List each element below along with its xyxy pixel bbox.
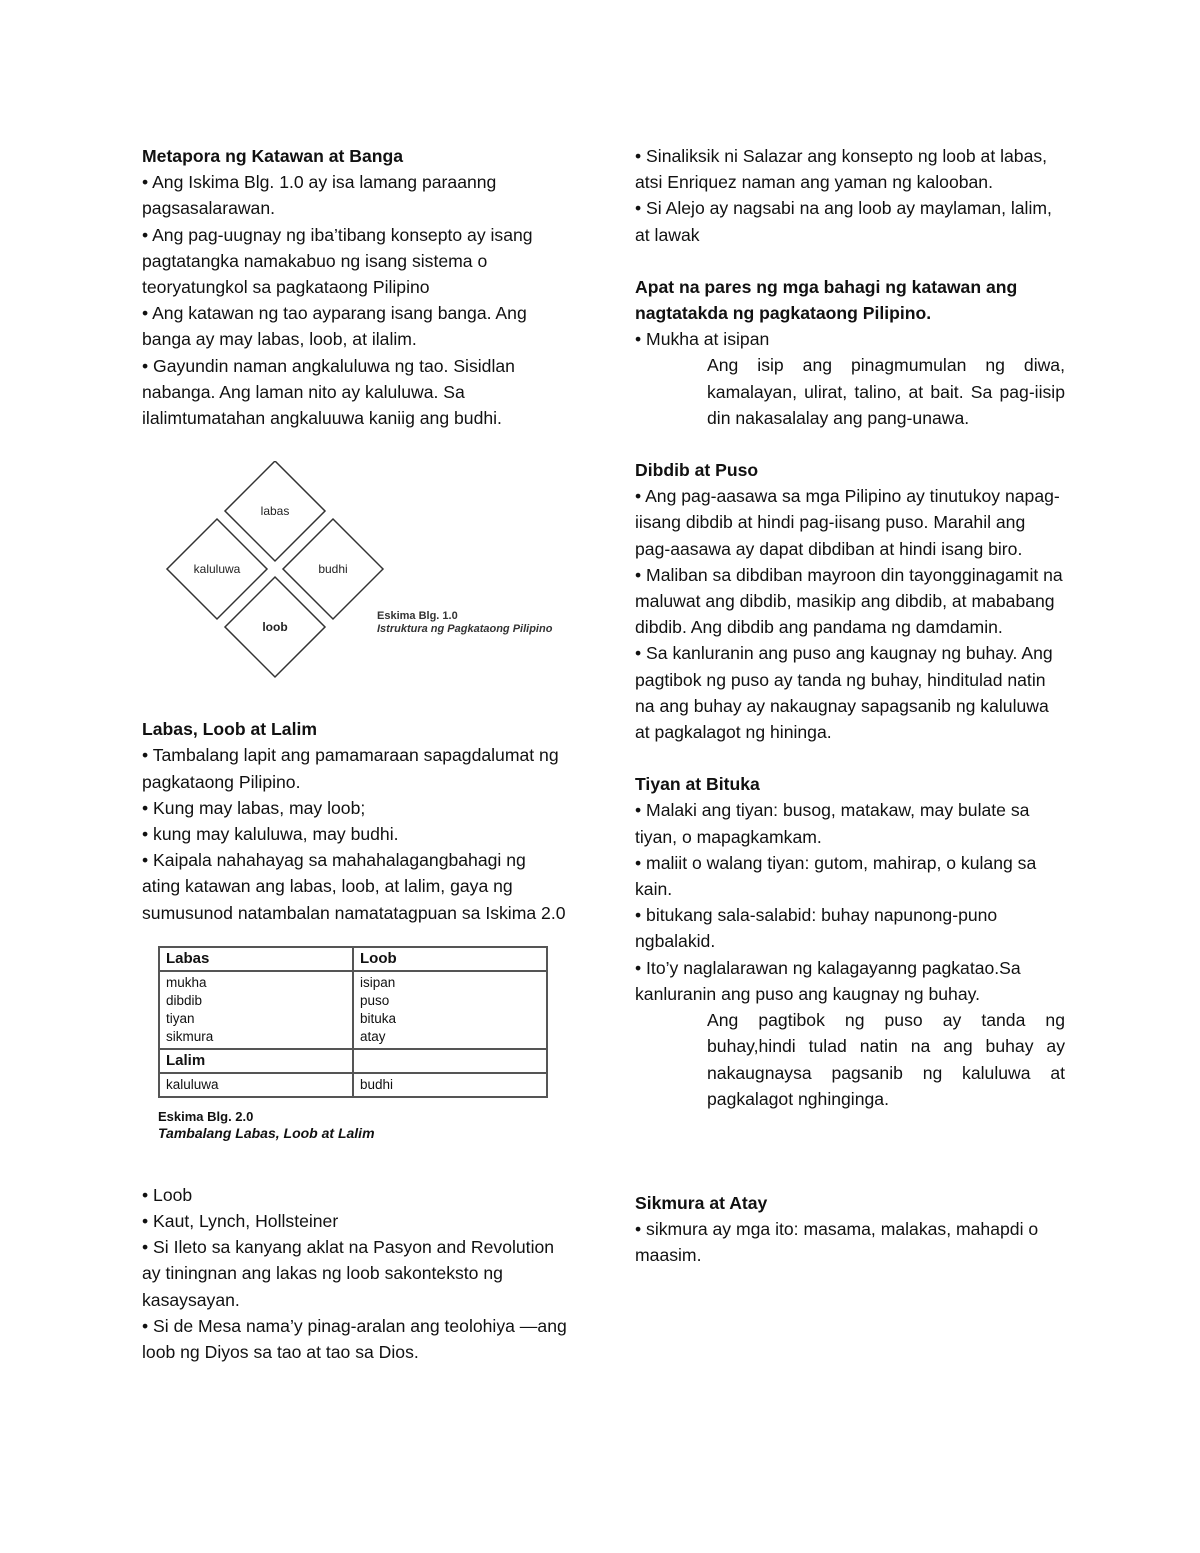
table-cell: bituka [360,1010,397,1026]
table-cell: mukha [166,974,207,990]
list-item: • Kung may labas, may loob; [142,797,366,818]
table-eskima-2 [158,946,567,1142]
list-item: • Maliban sa dibdiban mayroon din tayongginagamit na maluwat ang dibdib, masikip ang dibdib, at mababang dibdib. Ang dibdib ang pandama ng damdamin. [635,564,1063,638]
right-column [635,143,1065,1269]
section-title-dibdib: Dibdib at Puso [635,460,759,481]
diagram-caption-2: Istruktura ng Pagkataong Pilipino [377,623,553,636]
table-cell: budhi [353,1073,547,1097]
list-item: • Kaut, Lynch, Hollsteiner [142,1211,339,1232]
section-title-apat: Apat na pares ng mga bahagi ng katawan ang nagtatakda ng pagkataong Pilipino. [635,276,1018,324]
section-title-tiyan: Tiyan at Bituka [635,774,760,795]
list-item: • Ang katawan ng tao ayparang isang banga. Ang banga ay may labas, loob, at ilalim. [142,303,527,350]
indented-paragraph: Ang pagtibok ng puso ay tanda ng buhay,hindi tulad natin na ang buhay ay nakaugnaysa pagsanib ng kaluluwa at pagkalagot nghinginga. [707,1010,1065,1109]
section-title-labas-loob: Labas, Loob at Lalim [142,719,317,740]
table-cell: dibdib [166,992,203,1008]
labas-loob-table [158,946,548,1098]
table-cell-labas-items [159,971,353,1049]
list-item: • Ang pag-aasawa sa mga Pilipino ay tinutukoy napag-iisang dibdib at hindi pag-iisang puso. Marahil ang pag-aasawa ay dapat dibdiban at hindi isang biro. [635,486,1060,559]
table-cell: puso [360,992,390,1008]
list-item: • Mukha at isipan [635,329,770,350]
list-item: • maliit o walang tiyan: gutom, mahirap, o kulang sa kain. [635,852,1037,900]
list-item: • Gayundin naman angkaluluwa ng tao. Sisidlan nabanga. Ang laman nito ay kaluluwa. Sa ilalimtumatahan angkaluuwa kaniig ang budhi. [142,355,515,429]
table-header-lalim: Lalim [159,1049,353,1073]
table-header-loob: Loob [353,947,547,971]
list-item: • sikmura ay mga ito: masama, malakas, mahapdi o maasim. [635,1219,1039,1266]
list-item: • Si Ileto sa kanyang aklat na Pasyon and Revolution ay tiningnan ang lakas ng loob sakonteksto ng kasaysayan. [142,1237,555,1310]
list-item: • Si de Mesa nama’y pinag-aralan ang teolohiya —ang loob ng Diyos sa tao at tao sa Dios. [142,1315,567,1363]
list-item: • Malaki ang tiyan: busog, matakaw, may bulate sa tiyan, o mapagkamkam. [635,800,1030,847]
table-cell: tiyan [166,1010,195,1026]
list-item: • kung may kaluluwa, may budhi. [142,824,399,845]
diagram-caption-1: Eskima Blg. 1.0 [377,610,458,623]
indented-paragraph: Ang isip ang pinagmumulan ng diwa, kamalayan, ulirat, talino, at bait. Sa pag-iisip din nakasalalay ang pang-unawa. [707,355,1065,428]
table-cell: sikmura [166,1028,214,1044]
diagram-label-budhi: budhi [318,562,348,577]
list-item: • Kaipala nahahayag sa mahahalagangbahagi ng ating katawan ang labas, loob, at lalim, gaya ng sumusunod natambalan namatatagpuan sa Iskima 2.0 [142,850,566,923]
table-header-labas: Labas [159,947,353,971]
list-item: • Sa kanluranin ang puso ang kaugnay ng buhay. Ang pagtibok ng puso ay tanda ng buhay, hinditulad natin na ang buhay ay nakaugnay sapagsanib ng kaluluwa at pagkalagot ng hininga. [635,643,1053,743]
diamond-diagram [142,461,572,721]
diagram-label-kaluluwa: kaluluwa [193,562,241,577]
left-column [142,143,567,1365]
list-item: • Loob [142,1184,193,1205]
diagram-label-loob: loob [262,620,288,635]
list-item: • Ang pag-uugnay ng iba’tibang konsepto ay isang pagtatangka namakabuo ng isang sistema o teoryatungkol sa pagkataong Pilipino [142,224,533,298]
table-cell: isipan [360,974,396,990]
diagram-label-labas: labas [260,504,290,519]
table-caption-2: Tambalang Labas, Loob at Lalim [158,1124,375,1141]
table-cell: kaluluwa [159,1073,353,1097]
list-item: • Si Alejo ay nagsabi na ang loob ay maylaman, lalim, at lawak [635,198,1052,245]
table-cell: atay [360,1028,386,1044]
list-item: • Ang Iskima Blg. 1.0 ay isa lamang paraanng pagsasalarawan. [142,172,497,219]
list-item: • Tambalang lapit ang pamamaraan sapagdalumat ng pagkataong Pilipino. [142,745,559,792]
section-title-metapora: Metapora ng Katawan at Banga [142,146,404,166]
table-caption-1: Eskima Blg. 2.0 [158,1108,254,1124]
list-item: • Sinaliksik ni Salazar ang konsepto ng loob at labas, atsi Enriquez naman ang yaman ng kalooban. [635,146,1048,193]
list-item: • bitukang sala-salabid: buhay napunong-puno ngbalakid. [635,905,998,952]
table-cell-empty [353,1049,547,1073]
list-item: • Ito’y naglalarawan ng kalagayanng pagkatao.Sa kanluranin ang puso ang kaugnay ng buhay. [635,957,1021,1004]
section-title-sikmura: Sikmura at Atay [635,1192,768,1213]
diagram-eskima-1 [142,441,567,716]
table-cell-loob-items [353,971,547,1049]
